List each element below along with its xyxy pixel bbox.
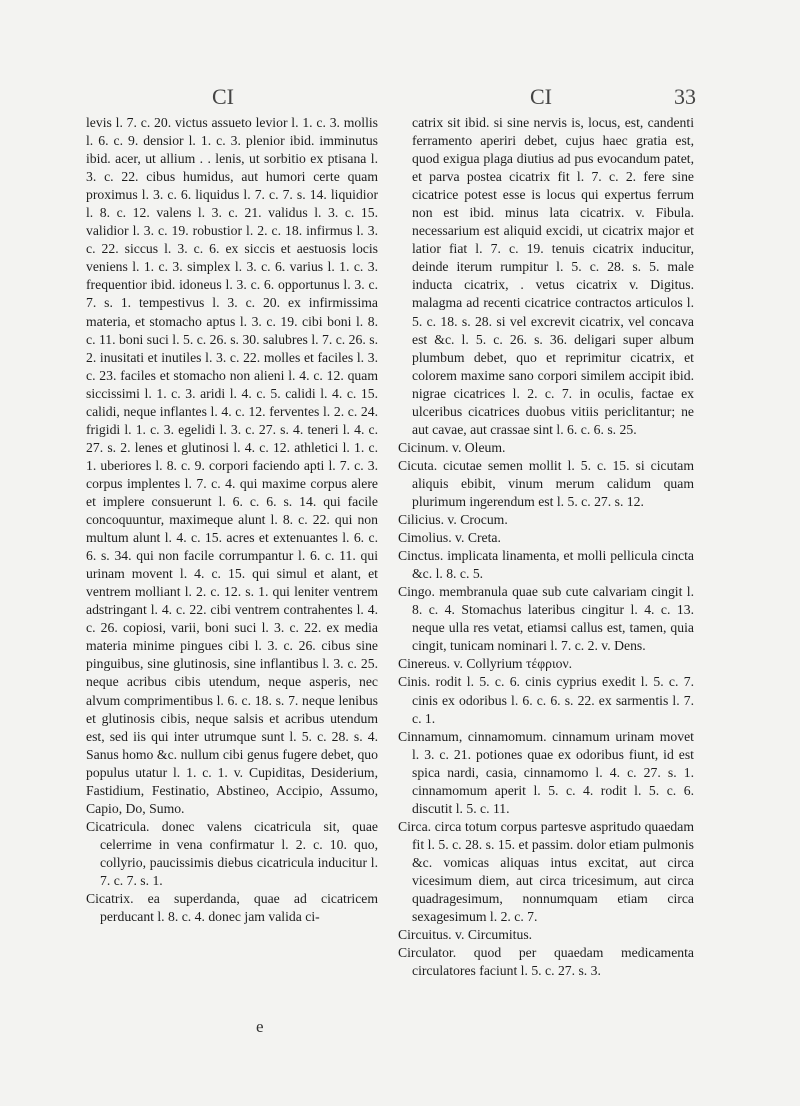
running-head-center: CI <box>530 84 552 109</box>
entry-cibus: levis l. 7. c. 20. victus assueto levior l. 1. c. 3. mollis l. 6. c. 9. densior l. 1. c. 3. plenior ibid. imminutus ibid. acer, ut allium . . lenis, ut sorbitio ex ptisana l. 3. c. 22. cibus humidus, aut humori certe quam proximus l. 3. c. 6. liquidus l. 7. c. 7. s. 14. liquidior l. 8. c. 12. valens l. 3. c. 21. validus l. 3. c. 15. validior l. 3. c. 19. robustior l. 2. c. 18. infirmus l. 3. c. 22. siccus l. 3. c. 6. ex siccis et aestuosis locis veniens l. 1. c. 3. simplex l. 3. c. 6. varius l. 1. c. 3. frequentior ibid. idoneus l. 3. c. 6. opportunus l. 3. c. 7. s. 1. tempestivus l. 3. c. 20. ex infirmissima materia, et stomacho aptus l. 3. c. 19. cibi boni l. 8. c. 11. boni suci l. 5. c. 26. s. 30. salubres l. 7. c. 26. s. 2. inusitati et inutiles l. 3. c. 22. molles et faciles l. 3. c. 23. faciles et stomacho non alieni l. 4. c. 12. quam siccissimi l. 1. c. 3. aridi l. 4. c. 5. calidi l. 4. c. 15. calidi, neque inflantes l. 4. c. 12. ferventes l. 2. c. 24. frigidi l. 1. c. 3. egelidi l. 3. c. 27. s. 4. teneri l. 4. c. 27. s. 2. lenes et glutinosi l. 4. c. 12. athletici l. 1. c. 1. uberiores l. 8. c. 9. corpori faciendo apti l. 7. c. 3. corpus implentes l. 7. c. 4. qui maxime corpus alere et implere consuerunt l. 6. c. 6. s. 14. qui facile concoquuntur, maximeque alunt l. 8. c. 22. qui non multum alunt l. 4. c. 15. acres et extenuantes l. 6. c. 6. s. 34. qui non facile corrumpantur l. 6. c. 11. qui urinam movent l. 4. c. 15. qui simul et alant, et ventrem molliant l. 2. c. 12. s. 1. qui leniter ventrem adstringant l. 4. c. 22. cibi ventrem contrahentes l. 4. c. 26. copiosi, varii, boni suci l. 3. c. 22. ex media materia minime pingues cibi l. 3. c. 26. cibus sine pinguibus, sine glutinosis, sine inflantibus l. 3. c. 25. neque acribus cibis utendum, neque asperis, nec alvum comprimentibus l. 6. c. 18. s. 7. neque lenibus et glutinosis cibis, neque salsis et acribus utendum est, sed iis qui inter utrumque sunt l. 5. c. 28. s. 4. Sanus homo &c. nullum cibi genus fugere debet, quo populus utatur l. 1. c. 1. v. Cupiditas, Desiderium, Fastidium, Festinatio, Abstineo, Accipio, Assumo, Capio, Do, Sumo. <box>86 115 378 816</box>
entry-cicatrix: Cicatrix. ea superdanda, quae ad cicatricem perducant l. 8. c. 4. donec jam valida ci- <box>86 891 378 925</box>
entry-cimolius: Cimolius. v. Creta. <box>398 530 501 546</box>
entry-cilicius: Cilicius. v. Crocum. <box>398 512 508 528</box>
page-number: 33 <box>674 84 696 109</box>
signature-mark: e <box>256 1017 264 1036</box>
entry-cicuta: Cicuta. cicutae semen mollit l. 5. c. 15. si cicutam aliquis ebibit, vinum merum calidum quam plurimum ingerendum est l. 5. c. 27. s. 12. <box>398 457 694 509</box>
entry-cingo: Cingo. membranula quae sub cute calvariam cingit l. 8. c. 4. Stomachus lateribus cingitur l. 4. c. 13. neque ulla res vetat, etiamsi callus est, tamen, quia cingit, tunicam nominari l. 7. c. 2. v. Dens. <box>398 584 694 654</box>
entry-cicinum: Cicinum. v. Oleum. <box>398 439 506 455</box>
entry-cinnamum: Cinnamum, cinnamomum. cinnamum urinam movet l. 3. c. 21. potiones quae ex odoribus fiunt, id est spica nardi, casia, cinnamomo l. 4. c. 27. s. 1. cinnamomum aperit l. 5. c. 4. rodit l. 5. c. 6. discutit l. 5. c. 11. <box>398 728 694 816</box>
entry-cinis: Cinis. rodit l. 5. c. 6. cinis cyprius exedit l. 5. c. 7. cinis ex odoribus l. 6. c. 6. s. 22. ex sarmentis l. 7. c. 1. <box>398 674 694 726</box>
entry-cinereus: Cinereus. v. Collyrium τέφριον. <box>398 656 573 672</box>
left-column <box>86 114 378 926</box>
entry-cicatricula: Cicatricula. donec valens cicatricula sit, quae celerrime in vena confirmatur l. 2. c. 10. quo, collyrio, paucissimis diebus cicatricula inducitur l. 7. c. 7. s. 1. <box>86 818 378 888</box>
entry-circuitus: Circuitus. v. Circumitus. <box>398 927 533 943</box>
entry-circulator: Circulator. quod per quaedam medicamenta circulatores faciunt l. 5. c. 27. s. 3. <box>398 945 694 979</box>
entry-circa: Circa. circa totum corpus partesve aspritudo quaedam fit l. 5. c. 28. s. 15. et passim. dolor etiam pulmonis &c. vomicas aliquas intus excitat, aut circa vicesimum diem, aut circa tricesimum, aut circa quadragesimum, nonnumquam etiam circa sexagesimum l. 2. c. 7. <box>398 818 694 925</box>
running-head-left: CI <box>212 84 234 109</box>
entry-cicatrix-continued: catrix sit ibid. si sine nervis is, locus, est, candenti ferramento aperiri debet, cujus haec gratia est, quod exigua plaga diutius ad pus evocandum patet, et parva postea cicatrix fit l. 7. c. 2. fere sine cicatrice potest esse is locus qui expertus ferrum non est ibid. minus lata cicatrix. v. Fibula. necessarium est aliquid excidi, ut cicatrix major et latior fiat l. 7. c. 19. tenuis cicatrix inducitur, deinde iterum rumpitur l. 5. c. 28. s. 5. male inducta cicatrix, . vetus cicatrix v. Digitus. malagma ad recenti cicatrice contractos articulos l. 5. c. 18. s. 28. si vel excrevit cicatrix, vel concava est &c. l. 5. c. 26. s. 36. deligari super album plumbum debet, quo et reprimitur cicatrix, et colorem maxime sano corpori similem accipit ibid. nigrae cicatrices l. 2. c. 7. in oculis, factae ex ulceribus cicatrices duobus vitiis periclitantur; ne aut cavae, aut crassae sint l. 6. c. 6. s. 25. <box>412 115 694 437</box>
entry-cinctus: Cinctus. implicata linamenta, et molli pellicula cincta &c. l. 8. c. 5. <box>398 548 694 582</box>
right-column <box>398 114 694 980</box>
